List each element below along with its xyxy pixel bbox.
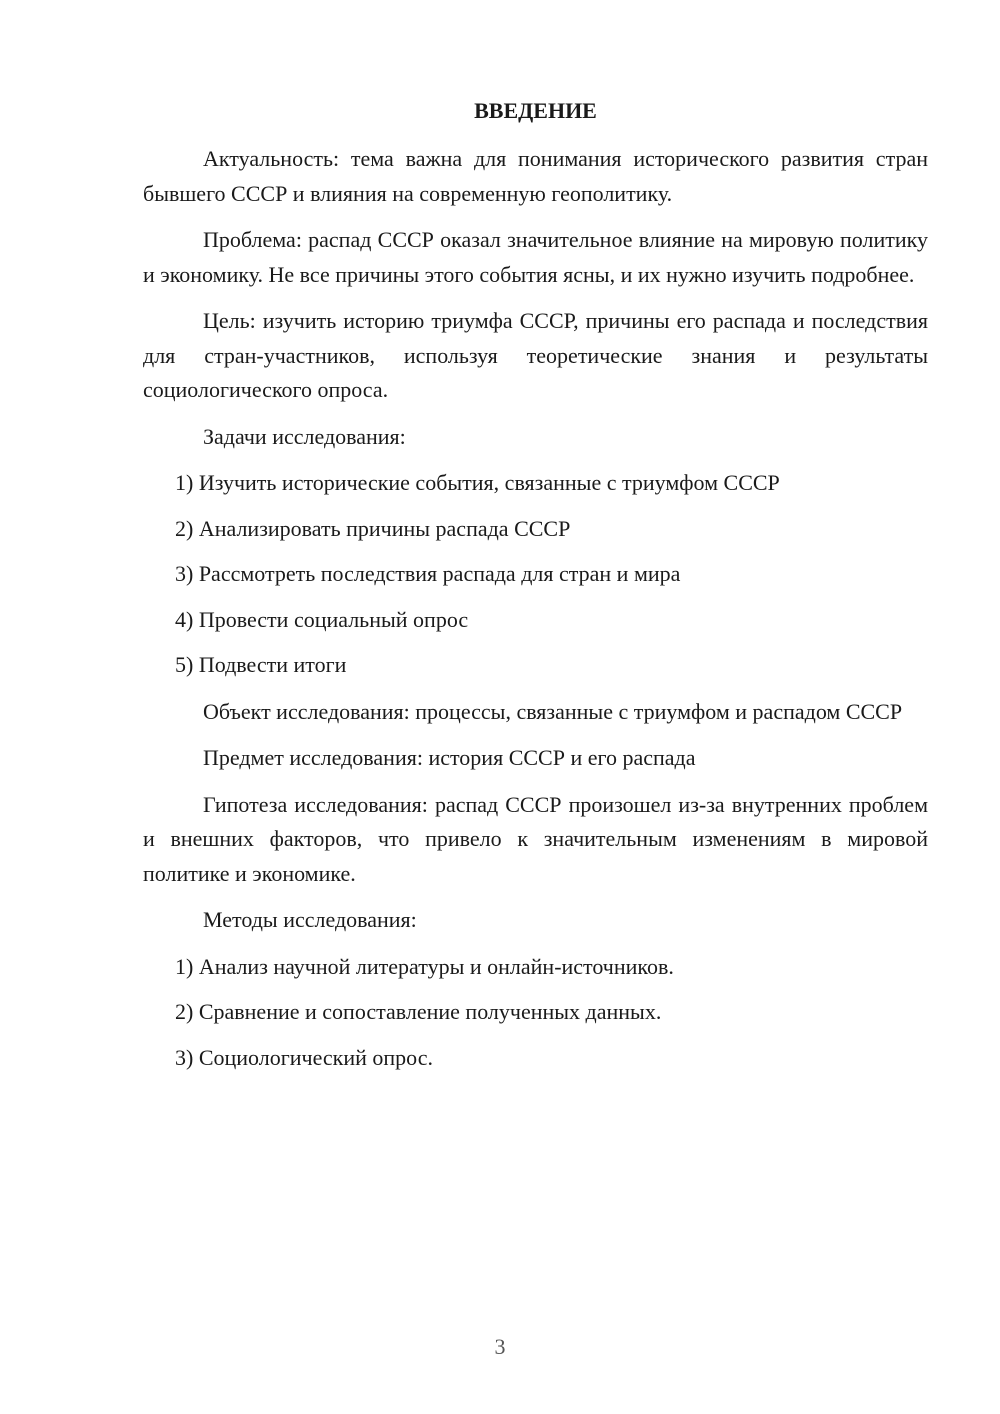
list-item: 5) Подвести итоги bbox=[175, 652, 347, 677]
tasks-heading: Задачи исследования: bbox=[203, 423, 406, 449]
list-item: 1) Анализ научной литературы и онлайн-источников. bbox=[175, 953, 674, 979]
list-item: 1) Изучить исторические события, связанные с триумфом СССР bbox=[175, 470, 780, 495]
methods-list bbox=[143, 950, 928, 1076]
problem-paragraph: Проблема: распад СССР оказал значительное влияние на мировую политику и экономику. Не все причины этого события ясны, и их нужно изучить подробнее. bbox=[143, 227, 928, 287]
methods-heading: Методы исследования: bbox=[203, 907, 417, 932]
list-item: 2) Сравнение и сопоставление полученных данных. bbox=[175, 999, 662, 1024]
list-item: 4) Провести социальный опрос bbox=[175, 606, 469, 632]
section-title: ВВЕДЕНИЕ bbox=[474, 98, 597, 123]
list-item: 3) Социологический опрос. bbox=[175, 1044, 433, 1070]
hypothesis-paragraph: Гипотеза исследования: распад СССР произошел из-за внутренних проблем и внешних факторов, что привело к значительным изменениям в мировой политике и экономике. bbox=[143, 791, 928, 886]
tasks-list bbox=[143, 466, 928, 683]
subject-paragraph: Предмет исследования: история СССР и его распада bbox=[203, 745, 696, 770]
page-number: 3 bbox=[494, 1334, 506, 1359]
relevance-paragraph: Актуальность: тема важна для понимания исторического развития стран бывшего СССР и влияния на современную геополитику. bbox=[143, 146, 928, 206]
goal-paragraph: Цель: изучить историю триумфа СССР, причины его распада и последствия для стран-участников, используя теоретические знания и результаты социологического опроса. bbox=[143, 308, 928, 402]
document-body bbox=[143, 94, 928, 1087]
list-item: 2) Анализировать причины распада СССР bbox=[175, 515, 571, 541]
object-paragraph: Объект исследования: процессы, связанные с триумфом и распадом СССР bbox=[203, 698, 903, 724]
list-item: 3) Рассмотреть последствия распада для стран и мира bbox=[175, 561, 681, 586]
